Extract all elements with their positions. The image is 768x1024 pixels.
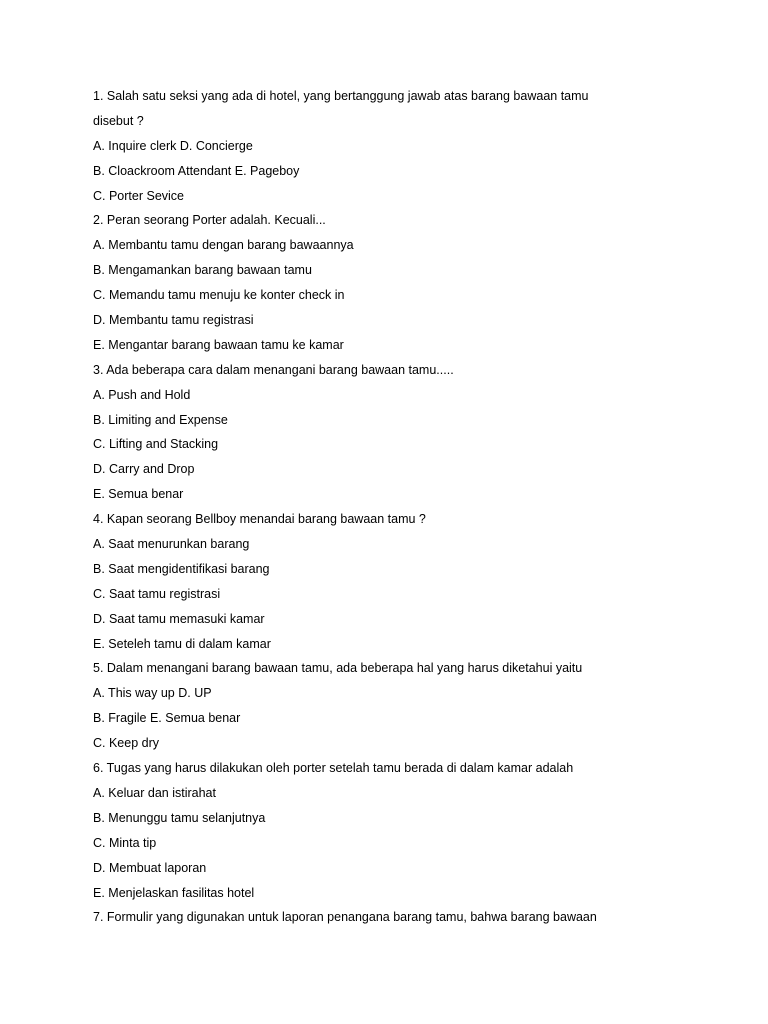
question-6-text: 6. Tugas yang harus dilakukan oleh porter setelah tamu berada di dalam kamar adalah (93, 761, 574, 776)
question-2-option-b: B. Mengamankan barang bawaan tamu (93, 263, 312, 278)
question-2-text: 2. Peran seorang Porter adalah. Kecuali... (93, 213, 326, 228)
question-2-option-a: A. Membantu tamu dengan barang bawaannya (93, 238, 354, 253)
question-4-text: 4. Kapan seorang Bellboy menandai barang bawaan tamu ? (93, 512, 426, 527)
question-6-option-c: C. Minta tip (93, 835, 157, 850)
question-4-option-a: A. Saat menurunkan barang (93, 537, 250, 552)
question-6-option-a: A. Keluar dan istirahat (93, 785, 216, 800)
question-4-option-b: B. Saat mengidentifikasi barang (93, 561, 270, 576)
question-6-option-d: D. Membuat laporan (93, 860, 207, 875)
question-3-option-c: C. Lifting and Stacking (93, 437, 219, 452)
question-1-option-b-e: B. Cloackroom Attendant E. Pageboy (93, 163, 300, 178)
question-3-option-a: A. Push and Hold (93, 387, 191, 402)
question-5-text: 5. Dalam menangani barang bawaan tamu, ada beberapa hal yang harus diketahui yaitu (93, 661, 583, 676)
question-3-option-d: D. Carry and Drop (93, 462, 195, 477)
question-1-text: 1. Salah satu seksi yang ada di hotel, yang bertanggung jawab atas barang bawaan tamu (93, 89, 589, 103)
question-2-option-d: D. Membantu tamu registrasi (93, 313, 254, 328)
question-5-option-b-e: B. Fragile E. Semua benar (93, 711, 241, 726)
question-2-option-c: C. Memandu tamu menuju ke konter check in (93, 288, 345, 303)
question-4-option-c: C. Saat tamu registrasi (93, 586, 221, 601)
question-5-option-a-d: A. This way up D. UP (93, 686, 212, 701)
document-page (93, 84, 733, 930)
question-3-option-b: B. Limiting and Expense (93, 412, 228, 427)
question-7-text: 7. Formulir yang digunakan untuk laporan penangana barang tamu, bahwa barang bawaan (93, 910, 597, 925)
question-4-option-d: D. Saat tamu memasuki kamar (93, 611, 265, 626)
question-6-option-e: E. Menjelaskan fasilitas hotel (93, 885, 255, 900)
question-6-option-b: B. Menunggu tamu selanjutnya (93, 810, 266, 825)
question-2-option-e: E. Mengantar barang bawaan tamu ke kamar (93, 337, 344, 352)
question-3-text: 3. Ada beberapa cara dalam menangani barang bawaan tamu..... (93, 362, 454, 377)
question-3-option-e: E. Semua benar (93, 487, 184, 502)
question-4-option-e: E. Seteleh tamu di dalam kamar (93, 636, 271, 651)
question-1-option-a-d: A. Inquire clerk D. Concierge (93, 138, 253, 153)
question-5-option-c: C. Keep dry (93, 736, 160, 751)
question-1-text-cont: disebut ? (93, 113, 144, 128)
question-1-option-c: C. Porter Sevice (93, 188, 185, 203)
